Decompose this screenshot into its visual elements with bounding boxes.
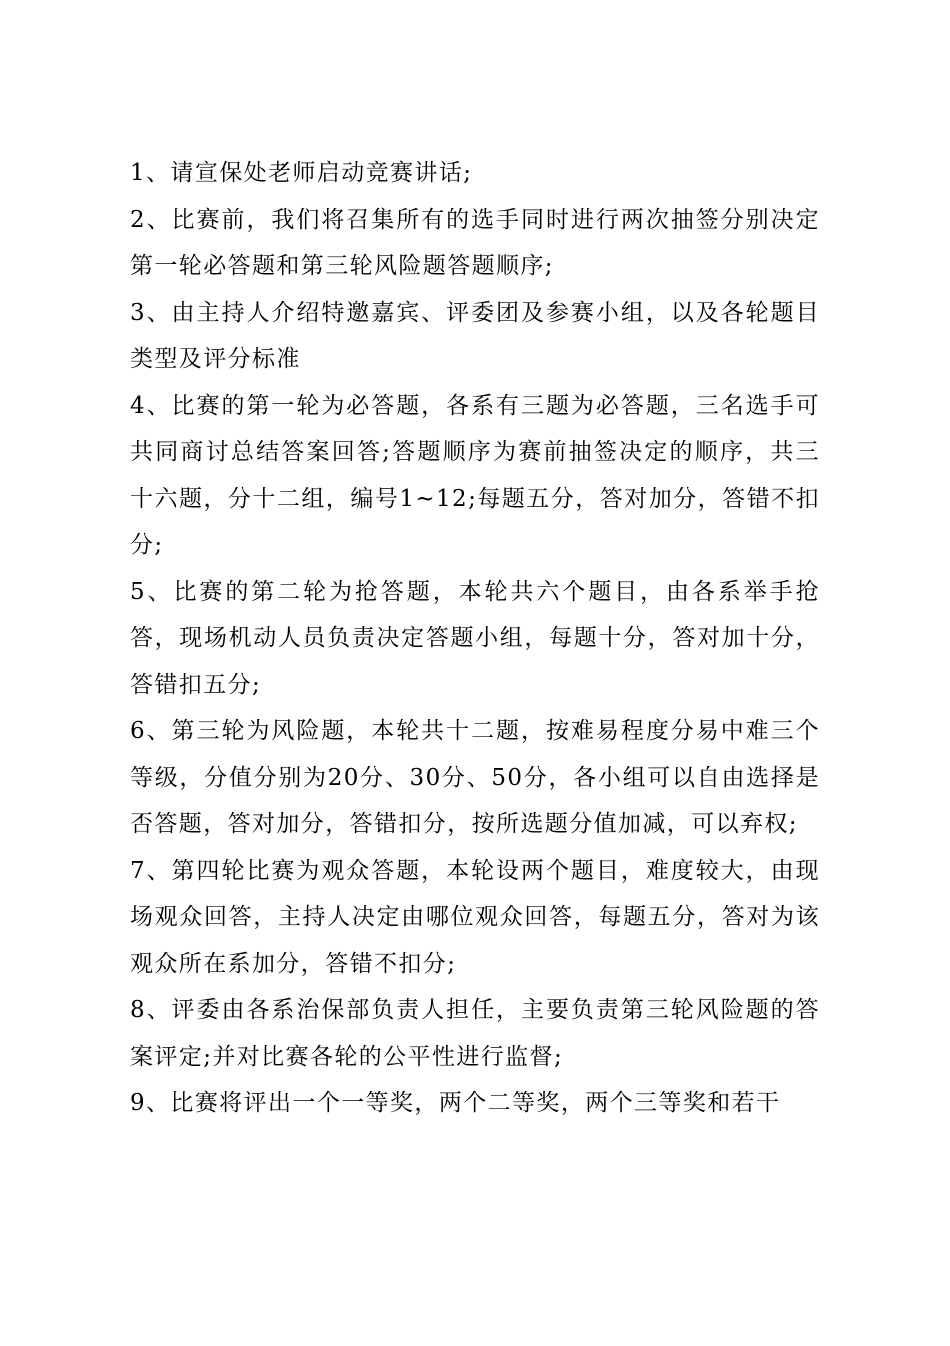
list-item-6: 6、第三轮为风险题，本轮共十二题，按难易程度分易中难三个等级，分值分别为20分、30分、50分，各小组可以自由选择是否答题，答对加分，答错扣分，按所选题分值加减，可以弃权; [130,718,820,837]
list-item-1: 1、请宣保处老师启动竞赛讲话; [130,160,473,186]
list-item-8: 8、评委由各系治保部负责人担任，主要负责第三轮风险题的答案评定;并对比赛各轮的公平性进行监督; [130,997,820,1070]
document-body [130,150,820,1127]
list-item-5: 5、比赛的第二轮为抢答题，本轮共六个题目，由各系举手抢答，现场机动人员负责决定答题小组，每题十分，答对加十分，答错扣五分; [130,578,820,698]
list-item-4: 4、比赛的第一轮为必答题，各系有三题为必答题，三名选手可共同商讨总结答案回答;答题顺序为赛前抽签决定的顺序，共三十六题，分十二组，编号1~12;每题五分，答对加分，答错不扣分; [130,392,820,558]
list-item-2: 2、比赛前，我们将召集所有的选手同时进行两次抽签分别决定第一轮必答题和第三轮风险题答题顺序; [130,206,820,279]
list-item-3: 3、由主持人介绍特邀嘉宾、评委团及参赛小组，以及各轮题目类型及评分标准 [130,299,820,372]
list-item-7: 7、第四轮比赛为观众答题，本轮设两个题目，难度较大，由现场观众回答，主持人决定由哪位观众回答，每题五分，答对为该观众所在系加分，答错不扣分; [130,857,820,977]
list-item-9: 9、比赛将评出一个一等奖，两个二等奖，两个三等奖和若干 [130,1090,781,1116]
